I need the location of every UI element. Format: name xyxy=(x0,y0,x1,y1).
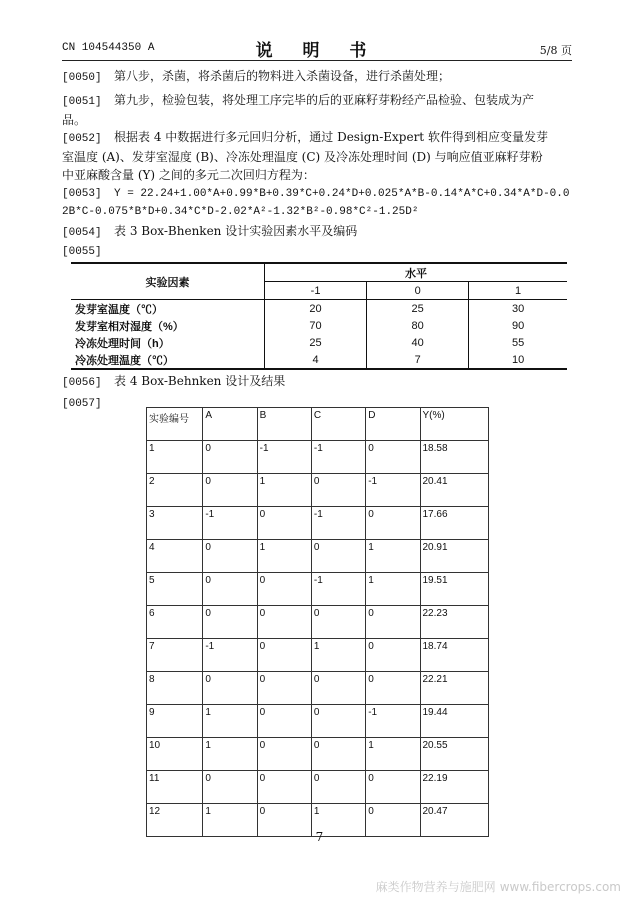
table-row xyxy=(147,606,489,639)
table4-cell: 22.19 xyxy=(420,771,489,804)
table4-cell: -1 xyxy=(203,639,257,672)
table3-row-label: 冷冻处理温度（℃） xyxy=(71,351,265,369)
table4-cell: 0 xyxy=(311,672,365,705)
paragraph-text: 第九步，检验包装，将处理工序完毕的后的亚麻籽芽粉经产品检验、包装成为产 xyxy=(114,93,535,107)
table4-cell: 0 xyxy=(257,672,311,705)
document-title: 说 明 书 xyxy=(255,41,379,61)
table3-cell: 40 xyxy=(367,334,469,351)
table-row xyxy=(147,573,489,606)
paragraph-0050 xyxy=(62,67,572,87)
table3-row-label: 发芽室相对湿度（%） xyxy=(75,320,184,333)
table4-cell: 0 xyxy=(203,573,257,606)
table-row xyxy=(147,705,489,738)
table4-cell: 1 xyxy=(311,639,365,672)
table4-header-cell: 实验编号 xyxy=(147,408,203,441)
table4-cell: 11 xyxy=(147,771,203,804)
table4-cell: 0 xyxy=(203,771,257,804)
table4-cell: 0 xyxy=(257,507,311,540)
table3-cell: 25 xyxy=(367,300,469,318)
table4-cell: -1 xyxy=(366,474,420,507)
paragraph-0052 xyxy=(62,128,572,184)
table-row xyxy=(147,771,489,804)
table4-cell: 20.55 xyxy=(420,738,489,771)
table3-cell: 20 xyxy=(265,300,367,318)
table4-cell: 0 xyxy=(366,606,420,639)
table3-row-label: 发芽室温度（℃） xyxy=(75,303,163,316)
paragraph-number: [0056] xyxy=(62,377,102,389)
page-number: 7 xyxy=(315,830,324,844)
paragraph-text-cont: 中亚麻酸含量 (Y) 之间的多元二次回归方程为： xyxy=(62,168,315,182)
table4-cell: 22.21 xyxy=(420,672,489,705)
table4-cell: 1 xyxy=(366,540,420,573)
table4-cell: 0 xyxy=(311,474,365,507)
table4-cell: 1 xyxy=(366,738,420,771)
table4-cell: 19.51 xyxy=(420,573,489,606)
table-row xyxy=(147,672,489,705)
table4-cell: 2 xyxy=(147,474,203,507)
table4-header-cell: C xyxy=(311,408,365,441)
table3-row xyxy=(71,300,567,318)
table3-level: 0 xyxy=(367,282,469,300)
paragraph-text-cont: 室温度 (A)、发芽室湿度 (B)、冷冻处理温度 (C) 及冷冻处理时间 (D) 与响应值亚麻籽芽粉 xyxy=(62,150,543,164)
paragraph-text: 第八步，杀菌，将杀菌后的物料进入杀菌设备，进行杀菌处理； xyxy=(114,69,451,83)
table3-level: -1 xyxy=(265,282,367,300)
table4-cell: 0 xyxy=(257,606,311,639)
table4-cell: 0 xyxy=(203,540,257,573)
regression-equation-cont: 2B*C-0.075*B*D+0.34*C*D-2.02*A²-1.32*B²-0.98*C²-1.25D² xyxy=(62,206,419,218)
paragraph-0053 xyxy=(62,183,572,221)
watermark-text: 麻类作物营养与施肥网 xyxy=(375,880,496,894)
table4-cell: 10 xyxy=(147,738,203,771)
table-4-design-results xyxy=(146,407,489,837)
table3-cell: 55 xyxy=(469,334,567,351)
paragraph-number: [0051] xyxy=(62,96,102,108)
table4-cell: 0 xyxy=(311,771,365,804)
table-row xyxy=(147,738,489,771)
table3-cell: 25 xyxy=(265,334,367,351)
table4-cell: 0 xyxy=(366,804,420,837)
table4-cell: 0 xyxy=(257,573,311,606)
table4-cell: 20.91 xyxy=(420,540,489,573)
table3-cell: 80 xyxy=(367,317,469,334)
table4-cell: 0 xyxy=(203,441,257,474)
table4-cell: 1 xyxy=(257,540,311,573)
table4-cell: 3 xyxy=(147,507,203,540)
table4-cell: 0 xyxy=(257,804,311,837)
table4-cell: 0 xyxy=(203,606,257,639)
paragraph-number: [0050] xyxy=(62,72,102,84)
table4-cell: 18.74 xyxy=(420,639,489,672)
table-row xyxy=(147,540,489,573)
table4-cell: -1 xyxy=(311,441,365,474)
table4-caption: 表 4 Box-Behnken 设计及结果 xyxy=(114,374,286,388)
paragraph-0055 xyxy=(62,241,572,261)
table4-header-cell: A xyxy=(203,408,257,441)
table3-cell: 70 xyxy=(265,317,367,334)
table-row xyxy=(147,474,489,507)
table4-cell: 20.41 xyxy=(420,474,489,507)
table-row xyxy=(147,507,489,540)
table4-cell: 0 xyxy=(203,672,257,705)
table4-cell: 1 xyxy=(203,705,257,738)
table3-cell: 90 xyxy=(469,317,567,334)
table4-cell: 0 xyxy=(311,705,365,738)
paragraph-0056 xyxy=(62,372,572,392)
table-3-factor-levels xyxy=(71,262,567,370)
table3-caption: 表 3 Box-Bhenken 设计实验因素水平及编码 xyxy=(114,224,358,238)
table4-cell: 20.47 xyxy=(420,804,489,837)
regression-equation: Y = 22.24+1.00*A+0.99*B+0.39*C+0.24*D+0.025*A*B-0.14*A*C+0.34*A*D-0.0 xyxy=(114,188,570,200)
table4-cell: 18.58 xyxy=(420,441,489,474)
table4-header-cell: B xyxy=(257,408,311,441)
table3-level: 1 xyxy=(469,282,567,300)
table4-cell: 0 xyxy=(366,771,420,804)
paragraph-0051 xyxy=(62,91,572,129)
table3-row-label: 冷冻处理时间（h） xyxy=(75,337,170,350)
table4-cell: 0 xyxy=(257,639,311,672)
table4-cell: 1 xyxy=(147,441,203,474)
table4-cell: 9 xyxy=(147,705,203,738)
table3-cell: 4 xyxy=(265,351,367,369)
table4-cell: 0 xyxy=(366,672,420,705)
table4-cell: 0 xyxy=(366,639,420,672)
table4-cell: 6 xyxy=(147,606,203,639)
paragraph-number: [0053] xyxy=(62,188,102,200)
table4-cell: 0 xyxy=(366,441,420,474)
table-row xyxy=(147,441,489,474)
table3-row xyxy=(71,334,567,351)
table4-cell: 19.44 xyxy=(420,705,489,738)
table3-row xyxy=(71,317,567,334)
table4-cell: -1 xyxy=(311,507,365,540)
page-info: 5/8 页 xyxy=(539,44,572,57)
table4-cell: 1 xyxy=(366,573,420,606)
table4-header-cell: D xyxy=(366,408,420,441)
paragraph-0054 xyxy=(62,222,572,242)
table3-cell: 10 xyxy=(469,351,567,369)
table4-cell: -1 xyxy=(311,573,365,606)
table4-cell: 1 xyxy=(257,474,311,507)
table4-cell: -1 xyxy=(366,705,420,738)
table-row xyxy=(147,639,489,672)
paragraph-number: [0052] xyxy=(62,133,102,145)
table4-header-row xyxy=(147,408,489,441)
table4-cell: 1 xyxy=(203,804,257,837)
paragraph-number: [0054] xyxy=(62,227,102,239)
table4-cell: 0 xyxy=(203,474,257,507)
paragraph-text: 根据表 4 中数据进行多元回归分析，通过 Design-Expert 软件得到相应变量发芽 xyxy=(114,130,548,144)
table3-factor-header: 实验因素 xyxy=(71,263,265,300)
table4-cell: 22.23 xyxy=(420,606,489,639)
table3-level-header: 水平 xyxy=(265,263,568,282)
table4-cell: 4 xyxy=(147,540,203,573)
table4-cell: -1 xyxy=(257,441,311,474)
table4-cell: 17.66 xyxy=(420,507,489,540)
table4-cell: 0 xyxy=(311,606,365,639)
watermark xyxy=(372,878,621,895)
table4-header-cell: Y(%) xyxy=(420,408,489,441)
table4-cell: 0 xyxy=(257,705,311,738)
header-rule xyxy=(62,60,572,61)
table4-cell: 8 xyxy=(147,672,203,705)
paragraph-text-cont: 品。 xyxy=(62,113,87,127)
table4-cell: 5 xyxy=(147,573,203,606)
table4-cell: 0 xyxy=(257,771,311,804)
patent-number: CN 104544350 A xyxy=(62,42,155,54)
table4-cell: 1 xyxy=(311,804,365,837)
table4-cell: 0 xyxy=(311,738,365,771)
table4-cell: 0 xyxy=(311,540,365,573)
table3-cell: 30 xyxy=(469,300,567,318)
table4-cell: 0 xyxy=(366,507,420,540)
table4-cell: 7 xyxy=(147,639,203,672)
table4-cell: 0 xyxy=(257,738,311,771)
page-header xyxy=(62,36,572,61)
table4-cell: -1 xyxy=(203,507,257,540)
watermark-url: www.fibercrops.com xyxy=(499,880,621,894)
paragraph-number: [0055] xyxy=(62,246,102,258)
paragraph-number: [0057] xyxy=(62,398,102,410)
table3-row xyxy=(71,351,567,369)
table3-cell: 7 xyxy=(367,351,469,369)
table4-cell: 1 xyxy=(203,738,257,771)
table4-cell: 12 xyxy=(147,804,203,837)
